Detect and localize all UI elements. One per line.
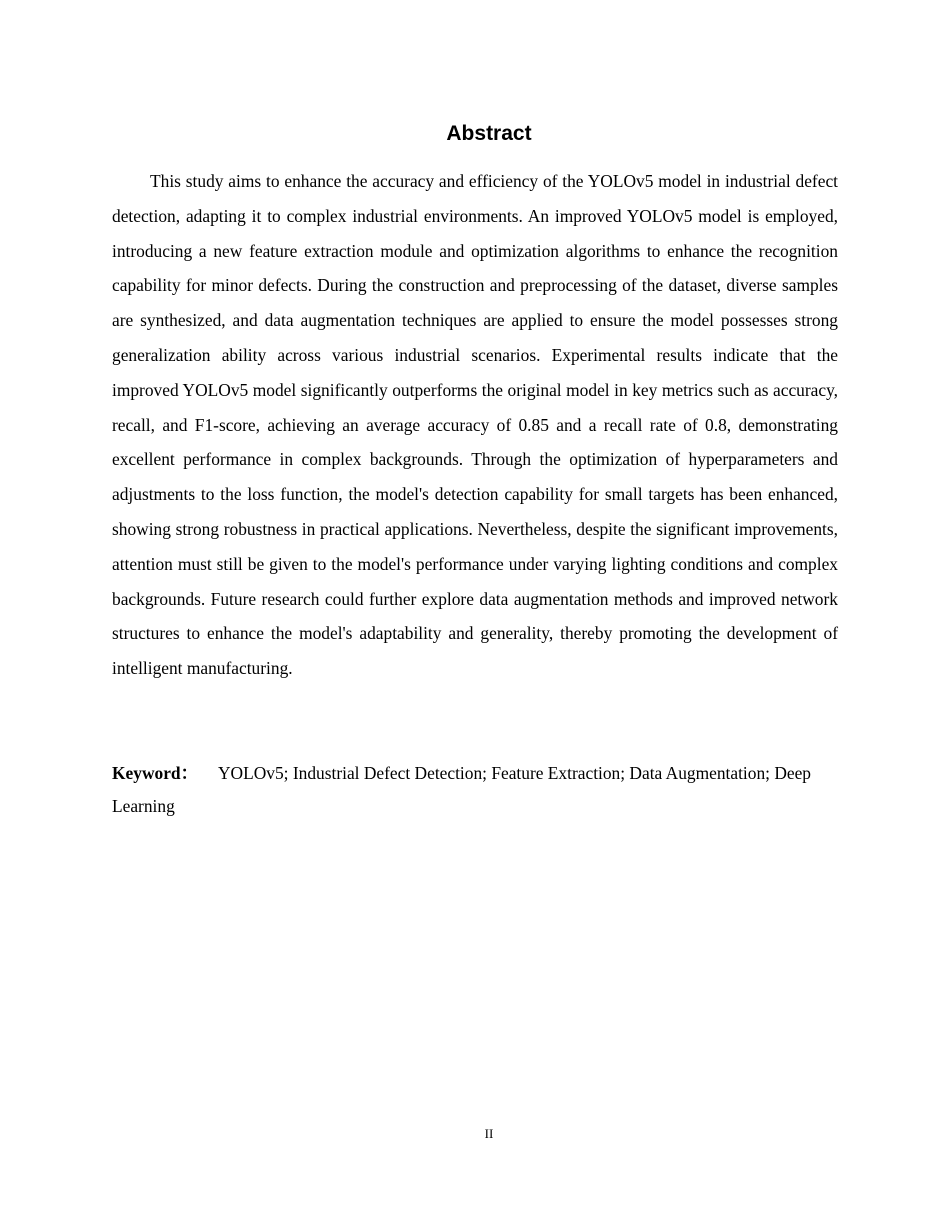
keyword-label: Keyword： [112, 763, 198, 783]
keywords-line [112, 757, 838, 823]
page-number: II [484, 1126, 494, 1141]
abstract-body: This study aims to enhance the accuracy and efficiency of the YOLOv5 model in industrial defect detection, adapting it to complex industrial environments. An improved YOLOv5 model is employed, introducing a new feature extraction module and optimization algorithms to enhance the recognition capability for minor defects. During the construction and preprocessing of the dataset, diverse samples are synthesized, and data augmentation techniques are applied to ensure the model possesses strong generalization ability across various industrial scenarios. Experimental results indicate that the improved YOLOv5 model significantly outperforms the original model in key metrics such as accuracy, recall, and F1-score, achieving an average accuracy of 0.85 and a recall rate of 0.8, demonstrating excellent performance in complex backgrounds. Through the optimization of hyperparameters and adjustments to the loss function, the model's detection capability for small targets has been enhanced, showing strong robustness in practical applications. Nevertheless, despite the significant improvements, attention must still be given to the model's performance under varying lighting conditions and complex backgrounds. Future research could further explore data augmentation methods and improved network structures to enhance the model's adaptability and generality, thereby promoting the development of intelligent manufacturing. [112, 171, 838, 679]
keywords-list: YOLOv5; Industrial Defect Detection; Feature Extraction; Data Augmentation; Deep Learning [112, 763, 812, 816]
abstract-title: Abstract [446, 122, 532, 145]
